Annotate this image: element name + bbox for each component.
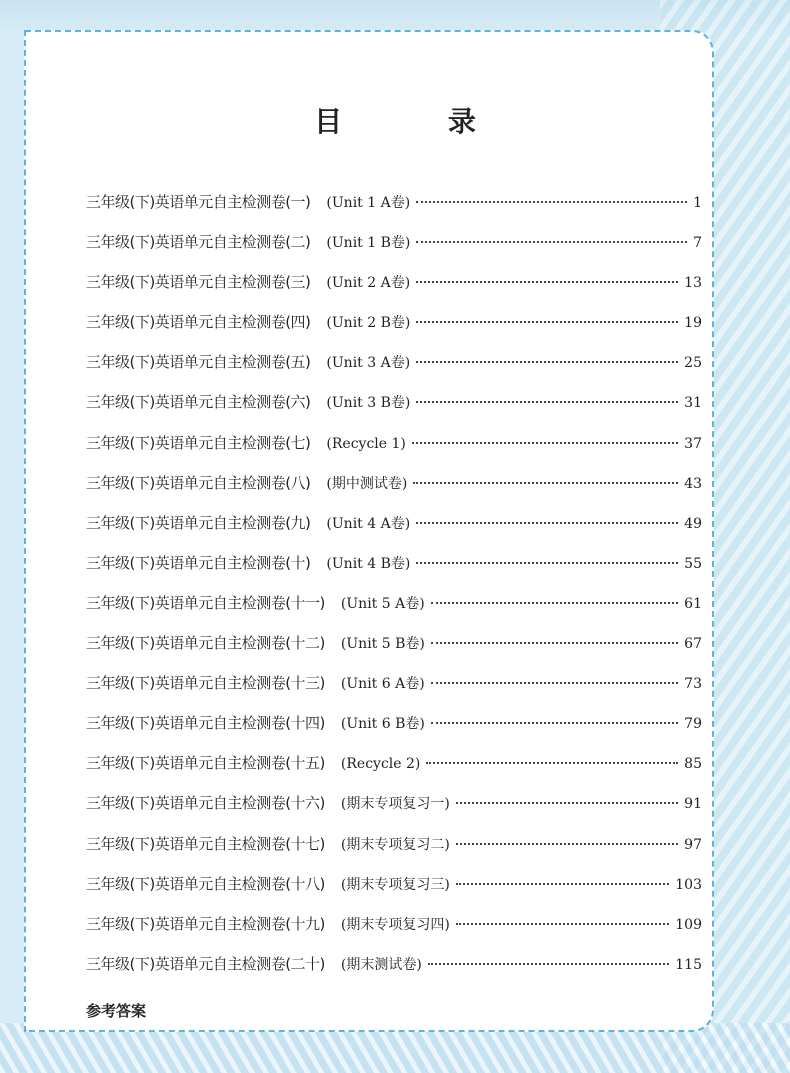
toc-entry-note: (Unit 2 A卷) (326, 275, 411, 292)
toc-leader-dots (456, 843, 678, 845)
toc-entry-label: 三年级(下)英语单元自主检测卷(四) (86, 313, 311, 332)
toc-leader-dots (416, 361, 678, 363)
toc-entry-page-number: 37 (684, 435, 702, 452)
toc-entry-note: (Recycle 2) (340, 756, 421, 773)
toc-entry[interactable] (86, 432, 702, 472)
toc-entry-label: 三年级(下)英语单元自主检测卷(二) (86, 233, 311, 252)
toc-entry-page-number: 55 (684, 555, 702, 572)
toc-leader-dots (412, 442, 678, 444)
toc-entry-page-number: 19 (684, 315, 702, 332)
toc-leader-dots (431, 682, 678, 684)
toc-entry-note: (期末专项复习二) (340, 836, 450, 853)
toc-entry-label: 三年级(下)英语单元自主检测卷(一) (86, 193, 311, 211)
toc-leader-dots (416, 241, 687, 243)
toc-entry-note: (期末专项复习一) (340, 796, 450, 813)
toc-entry-label: 三年级(下)英语单元自主检测卷(二十) (86, 954, 325, 973)
toc-entry-page-number: 25 (684, 355, 702, 372)
toc-entry-page-number: 61 (684, 595, 702, 612)
toc-entry[interactable] (86, 833, 702, 873)
toc-entry-note: (Unit 2 B卷) (326, 315, 411, 332)
toc-entry-label: 三年级(下)英语单元自主检测卷(五) (86, 353, 311, 372)
table-of-contents (86, 191, 702, 993)
toc-entry-note: (Unit 5 A卷) (340, 595, 425, 612)
toc-entry[interactable] (86, 873, 702, 913)
toc-entry-note: (Recycle 1) (326, 435, 406, 452)
toc-entry-label: 三年级(下)英语单元自主检测卷(十七) (86, 834, 325, 853)
toc-entry-page-number: 79 (684, 716, 702, 733)
toc-entry-label: 三年级(下)英语单元自主检测卷(十五) (86, 754, 325, 773)
toc-leader-dots (416, 401, 678, 403)
toc-entry-note: (Unit 3 A卷) (326, 355, 411, 372)
toc-entry-note: (期末专项复习三) (340, 876, 450, 893)
toc-leader-dots (456, 923, 669, 925)
toc-entry-note: (Unit 6 A卷) (340, 676, 425, 693)
toc-entry-page-number: 97 (684, 836, 702, 853)
toc-leader-dots (456, 883, 669, 885)
toc-entry[interactable] (86, 391, 702, 431)
toc-entry-label: 三年级(下)英语单元自主检测卷(十三) (86, 674, 325, 693)
toc-entry[interactable] (86, 672, 702, 712)
page-title: 目 录 (314, 105, 524, 138)
toc-entry[interactable] (86, 472, 702, 512)
toc-entry[interactable] (86, 231, 702, 271)
toc-entry[interactable] (86, 592, 702, 632)
toc-entry-label: 三年级(下)英语单元自主检测卷(六) (86, 393, 311, 412)
toc-entry-note: (Unit 4 A卷) (326, 515, 411, 532)
toc-entry-page-number: 7 (693, 235, 702, 252)
toc-leader-dots (413, 482, 678, 484)
toc-entry-note: (Unit 4 B卷) (326, 555, 411, 572)
toc-entry-label: 三年级(下)英语单元自主检测卷(十) (86, 553, 311, 572)
toc-leader-dots (416, 562, 678, 564)
toc-leader-dots (431, 602, 678, 604)
toc-entry-label: 三年级(下)英语单元自主检测卷(十六) (86, 794, 325, 813)
toc-leader-dots (428, 963, 669, 965)
toc-entry[interactable] (86, 792, 702, 832)
toc-entry-page-number: 43 (684, 475, 702, 492)
toc-entry[interactable] (86, 351, 702, 391)
toc-entry-label: 三年级(下)英语单元自主检测卷(十九) (86, 914, 325, 933)
toc-entry-page-number: 109 (675, 916, 702, 933)
toc-entry-page-number: 67 (684, 636, 702, 653)
toc-entry-page-number: 73 (684, 676, 702, 693)
toc-entry-label: 三年级(下)英语单元自主检测卷(十四) (86, 714, 325, 733)
toc-entry-page-number: 85 (684, 756, 702, 773)
toc-entry-note: (Unit 5 B卷) (340, 636, 425, 653)
toc-leader-dots (456, 802, 678, 804)
toc-entry-note: (Unit 1 A卷) (326, 195, 411, 211)
toc-entry[interactable] (86, 512, 702, 552)
toc-entry[interactable] (86, 191, 702, 231)
toc-leader-dots (416, 522, 678, 524)
toc-entry[interactable] (86, 712, 702, 752)
toc-entry-page-number: 103 (675, 876, 702, 893)
toc-entry[interactable] (86, 552, 702, 592)
toc-entry-note: (期末测试卷) (340, 956, 422, 973)
toc-leader-dots (431, 642, 678, 644)
toc-entry[interactable] (86, 311, 702, 351)
toc-entry-label: 三年级(下)英语单元自主检测卷(七) (86, 433, 311, 452)
toc-entry-note: (Unit 1 B卷) (326, 235, 411, 252)
toc-entry-note: (Unit 3 B卷) (326, 395, 411, 412)
toc-entry[interactable] (86, 632, 702, 672)
toc-leader-dots (416, 281, 678, 283)
toc-leader-dots (416, 201, 687, 203)
toc-entry-label: 三年级(下)英语单元自主检测卷(十二) (86, 634, 325, 653)
toc-entry-label: 三年级(下)英语单元自主检测卷(十八) (86, 874, 325, 893)
toc-entry-page-number: 91 (684, 796, 702, 813)
toc-entry-note: (期末专项复习四) (340, 916, 450, 933)
answer-key-label: 参考答案 (86, 1002, 147, 1020)
toc-entry-note: (期中测试卷) (326, 475, 408, 492)
toc-entry-label: 三年级(下)英语单元自主检测卷(十一) (86, 593, 325, 612)
toc-entry[interactable] (86, 953, 702, 993)
toc-entry-label: 三年级(下)英语单元自主检测卷(三) (86, 273, 311, 292)
toc-entry-page-number: 115 (675, 956, 702, 973)
toc-entry-page-number: 49 (684, 515, 702, 532)
toc-entry-note: (Unit 6 B卷) (340, 716, 425, 733)
toc-entry[interactable] (86, 271, 702, 311)
toc-entry-page-number: 13 (684, 275, 702, 292)
toc-entry-label: 三年级(下)英语单元自主检测卷(八) (86, 473, 311, 492)
toc-leader-dots (431, 722, 678, 724)
toc-entry-page-number: 31 (684, 395, 702, 412)
toc-leader-dots (416, 321, 678, 323)
toc-entry[interactable] (86, 913, 702, 953)
toc-entry[interactable] (86, 752, 702, 792)
toc-leader-dots (426, 762, 678, 764)
toc-entry-label: 三年级(下)英语单元自主检测卷(九) (86, 513, 311, 532)
toc-entry-page-number: 1 (693, 195, 702, 211)
